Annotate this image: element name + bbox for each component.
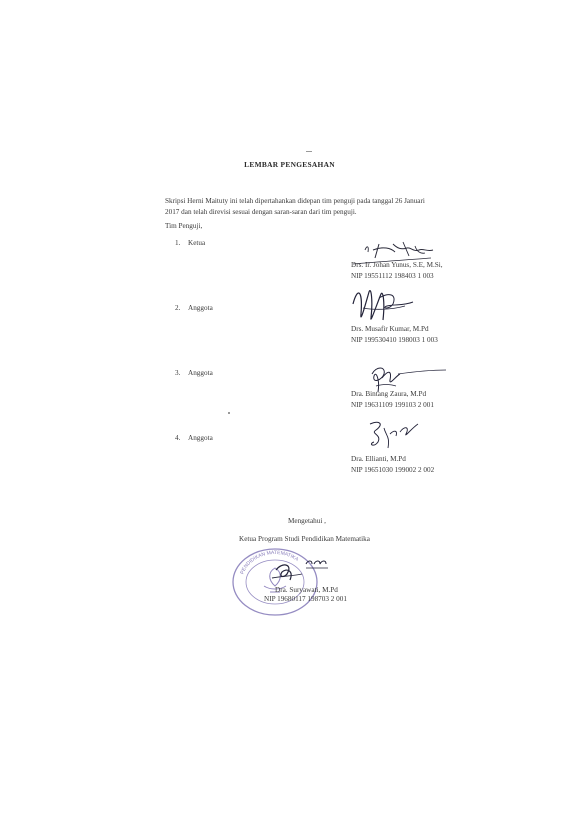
approval-nip: NIP 19680117 198703 2 001 bbox=[264, 595, 347, 603]
examiner-number: 1. bbox=[175, 239, 181, 247]
signature-examiner-2 bbox=[343, 284, 433, 330]
examiner-name: Drs. Ir. Johan Yunus, S.E, M.Si, bbox=[351, 261, 443, 269]
signature-program-head bbox=[268, 556, 338, 590]
document-title: LEMBAR PENGESAHAN bbox=[244, 160, 335, 169]
scan-speck bbox=[228, 412, 230, 414]
examiner-role: Ketua bbox=[188, 239, 206, 247]
intro-line: Skripsi Herni Maituty ini telah dipertahankan didepan tim penguji pada tanggal 26 Januari bbox=[165, 197, 425, 205]
intro-paragraph bbox=[165, 196, 455, 218]
examiner-role: Anggota bbox=[188, 369, 213, 377]
examiner-role: Anggota bbox=[188, 304, 213, 312]
examiner-role: Anggota bbox=[188, 434, 213, 442]
examiner-nip: NIP 199530410 198003 1 003 bbox=[351, 336, 438, 344]
examiner-nip: NIP 19651030 199002 2 002 bbox=[351, 466, 435, 474]
approval-label: Mengetahui , bbox=[288, 517, 326, 525]
signature-examiner-4 bbox=[360, 414, 430, 454]
intro-line: 2017 dan telah direvisi sesuai dengan saran-saran dari tim penguji. bbox=[165, 208, 357, 216]
examiner-number: 3. bbox=[175, 369, 181, 377]
scan-speck bbox=[306, 151, 312, 152]
examiner-nip: NIP 19551112 198403 1 003 bbox=[351, 272, 434, 280]
examiner-number: 4. bbox=[175, 434, 181, 442]
stamp-text: PENDIDIKAN MATEMATIKA bbox=[239, 549, 300, 576]
examiner-number: 2. bbox=[175, 304, 181, 312]
approval-name: Dra. Suryawati, M.Pd bbox=[275, 586, 338, 594]
team-label: Tim Penguji, bbox=[165, 222, 203, 230]
approval-position: Ketua Program Studi Pendidikan Matematika bbox=[239, 535, 370, 543]
examiner-nip: NIP 19631109 199103 2 001 bbox=[351, 401, 434, 409]
examiner-name: Dra. Bintang Zaura, M.Pd bbox=[351, 390, 427, 398]
examiner-name: Dra. Ellianti, M.Pd bbox=[351, 455, 406, 463]
examiner-name: Drs. Musafir Kumar, M.Pd bbox=[351, 325, 429, 333]
